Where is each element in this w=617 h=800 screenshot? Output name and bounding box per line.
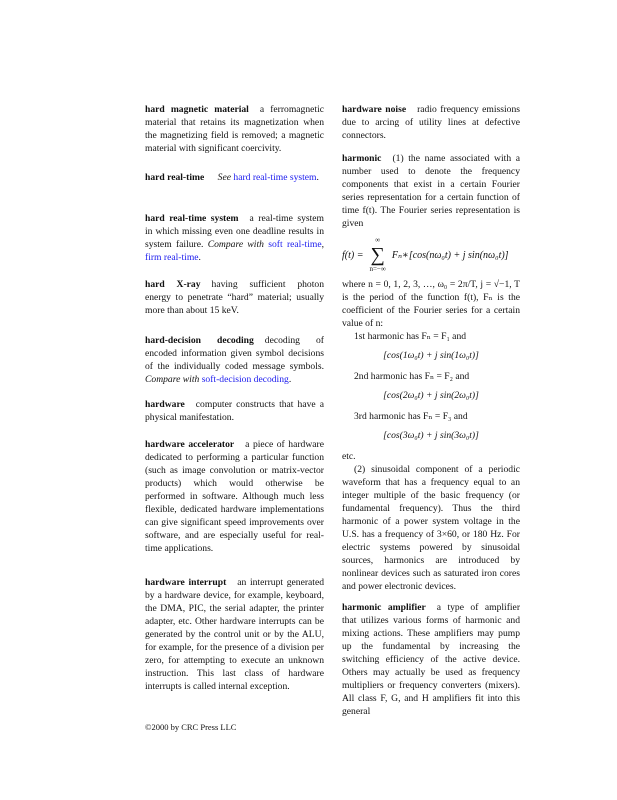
definition: a type of amplifier that utilizes various forms of harmonic and mixing actions. These amplifiers may pump up the fundamental by increasing the switching efficiency of the active device. Others may actually be used as frequency multipliers or frequency converters (mixers). All class F, G, and H amplifiers fit into this general bbox=[342, 602, 521, 717]
first-harmonic-formula: [cos(1ω₀t) + j sin(1ω₀t)] bbox=[383, 350, 479, 361]
entry-hard-real-time-system: hard real-time system a real-time system in which missing even one deadline results in system failure. Compare with soft real-time, firm real-time. bbox=[145, 213, 325, 263]
link-soft-real-time[interactable]: soft real-time bbox=[268, 239, 322, 250]
term: hard X-ray bbox=[145, 279, 201, 290]
compare-label: Compare with bbox=[207, 239, 264, 250]
equation-lhs: f(t) = bbox=[342, 249, 364, 261]
sigma-icon: ∑ bbox=[370, 244, 385, 266]
first-harmonic-line: 1st harmonic has Fₙ = F₁ and bbox=[354, 331, 467, 342]
where-text: where n = 0, 1, 2, 3, …, ω₀ = 2π/T, j = √−1, T is the period of the function f(t), Fₙ is the coefficient of the Fourier series for a certain value of n: bbox=[342, 279, 520, 329]
summation-sign bbox=[369, 236, 385, 274]
fourier-equation bbox=[342, 236, 520, 274]
definition: (1) the name associated with a number used to denote the frequency components that exist in a certain Fourier series representation for a certain function of time f(t). The Fourier series representation is given bbox=[342, 153, 520, 229]
entry-hard-x-ray bbox=[145, 278, 324, 317]
entry-harmonic bbox=[342, 152, 520, 593]
copyright-footer: ©2000 by CRC Press LLC bbox=[145, 722, 237, 732]
definition: a ferromagnetic material that retains its magnetization when the magnetizing field is removed; a magnetic material with significant coercivity. bbox=[145, 104, 324, 154]
entry-hardware-noise bbox=[342, 103, 520, 142]
second-harmonic-formula: [cos(2ω₀t) + j sin(2ω₀t)] bbox=[383, 390, 479, 401]
entry-hard-magnetic-material bbox=[145, 103, 324, 155]
harmonic-definition-2: (2) sinusoidal component of a periodic waveform that has a frequency equal to an integer multiple of the basic frequency (or fundamental frequency). Thus the third harmonic of a power system voltage in the U.S. has a frequency of 3×60, or 180 Hz. For electric systems powered by sinusoidal sources, harmonics are introduced by nonlinear devices such as saturated iron cores and power electronic devices. bbox=[342, 464, 520, 592]
entry-hard-decision-decoding: hard-decision decoding decoding of encoded information given symbol decisions of the individually coded message symbols. Compare with soft-decision decoding. bbox=[145, 335, 324, 385]
definition: a real-time system in which missing even one deadline results in system failure. bbox=[145, 213, 325, 250]
entry-hardware-interrupt bbox=[145, 576, 324, 693]
sum-upper-limit: ∞ bbox=[375, 236, 381, 244]
term: hardware noise bbox=[342, 104, 407, 115]
definition: computer constructs that have a physical manifestation. bbox=[145, 399, 324, 423]
term: hardware interrupt bbox=[145, 577, 227, 588]
third-harmonic-formula: [cos(3ω₀t) + j sin(3ω₀t)] bbox=[383, 430, 479, 441]
entry-hardware bbox=[145, 398, 324, 424]
entry-harmonic-amplifier bbox=[342, 601, 520, 718]
link-soft-decision-decoding[interactable]: soft-decision decoding bbox=[201, 374, 289, 385]
compare-label: Compare with bbox=[145, 374, 200, 385]
term: hard real-time system bbox=[145, 213, 239, 224]
equation-rhs: Fₙ∗[cos(nω₀t) + j sin(nω₀t)] bbox=[391, 249, 509, 261]
definition: having sufficient photon energy to penetrate “hard” material; usually more than about 15 keV. bbox=[145, 279, 324, 316]
term: harmonic bbox=[342, 153, 382, 164]
third-harmonic-line: 3rd harmonic has Fₙ = F₃ and bbox=[354, 411, 468, 422]
see-label: See bbox=[217, 172, 231, 183]
term: hard-decision decoding bbox=[145, 335, 254, 346]
entry-hard-real-time: hard real-time See hard real-time system. bbox=[145, 172, 319, 183]
link-hard-real-time-system[interactable]: hard real-time system bbox=[233, 172, 317, 183]
definition: decoding of encoded information given symbol decisions of the individually coded message symbols. bbox=[145, 335, 324, 372]
term: harmonic amplifier bbox=[342, 602, 426, 613]
second-harmonic-line: 2nd harmonic has Fₙ = F₂ and bbox=[354, 371, 470, 382]
definition: a piece of hardware dedicated to performing a particular function (such as image convolution or matrix-vector products) which would otherwise be performed in software. Although much less flexible, dedicated hardware implementations can give significant speed improvements over software, and are especially useful for real-time applications. bbox=[145, 439, 324, 554]
definition: an interrupt generated by a hardware device, for example, keyboard, the DMA, PIC, the serial adapter, the printer adapter, etc. Other hardware interrupts can be generated by the control unit or by the ALU, for example, for the presence of a division per zero, for attempting to execute an unknown instruction. This last class of hardware interrupts is called internal exception. bbox=[145, 577, 324, 692]
term: hardware accelerator bbox=[145, 439, 235, 450]
term: hardware bbox=[145, 399, 185, 410]
etc-text: etc. bbox=[342, 451, 356, 462]
term: hard magnetic material bbox=[145, 104, 249, 115]
term: hard real-time bbox=[145, 172, 205, 183]
definition: radio frequency emissions due to arcing of utility lines at defective connectors. bbox=[342, 104, 520, 141]
sum-lower-limit: n=−∞ bbox=[369, 265, 386, 273]
link-firm-real-time[interactable]: firm real-time bbox=[145, 252, 199, 263]
entry-hardware-accelerator bbox=[145, 438, 324, 555]
